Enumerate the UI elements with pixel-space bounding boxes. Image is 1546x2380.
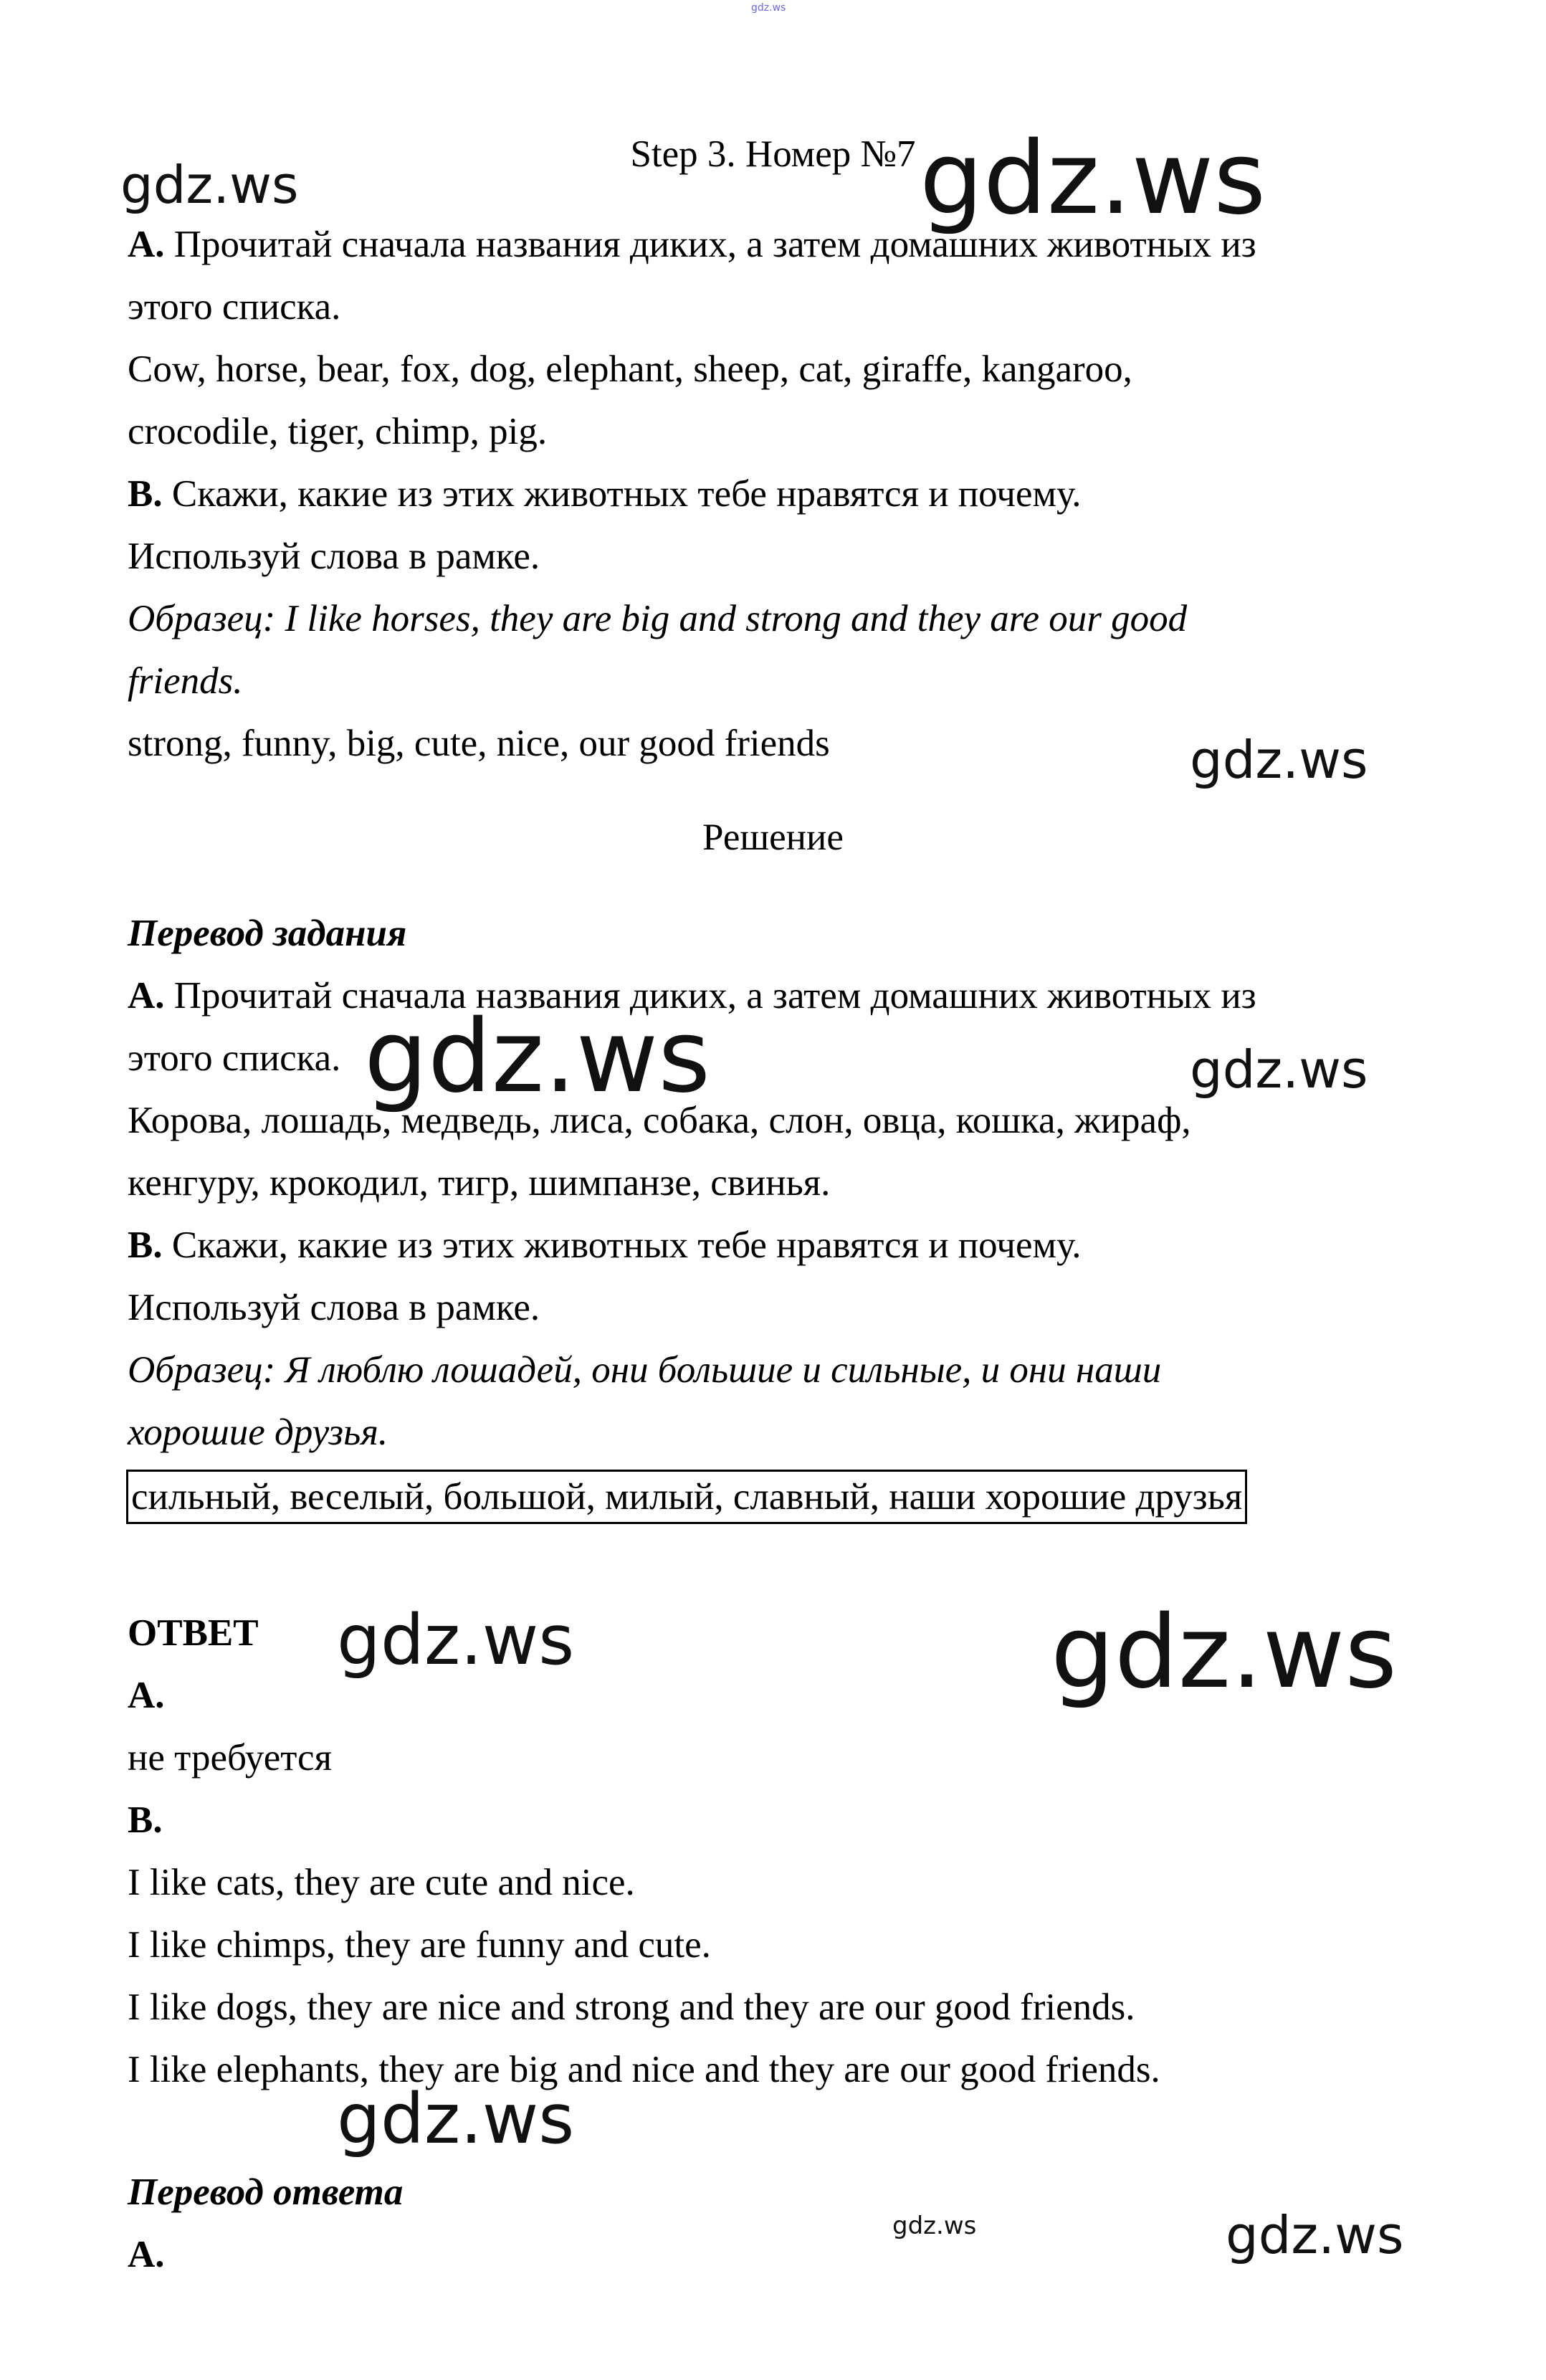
translation-a-line-1	[128, 973, 1256, 1019]
watermark: gdz.ws	[1226, 2205, 1404, 2265]
watermark: gdz.ws	[892, 2212, 977, 2240]
answer-b-label: B.	[128, 1799, 163, 1841]
task-list-line-2: crocodile, tiger, chimp, pig.	[128, 411, 548, 452]
watermark: gdz.ws	[920, 120, 1266, 237]
watermark: gdz.ws	[1051, 1594, 1398, 1711]
watermark-top: gdz.ws	[751, 2, 786, 14]
task-a-label: A.	[128, 224, 165, 265]
task-sample-line-2: friends.	[128, 660, 243, 702]
answer-a-label: A.	[128, 1675, 165, 1716]
answer-b-line: I like chimps, they are funny and cute.	[128, 1924, 711, 1966]
translation-sample-line-1: Образец: Я люблю лошадей, они большие и сильные, и они наши	[128, 1349, 1162, 1391]
translation-list-line-1: Корова, лошадь, медведь, лиса, собака, слон, овца, кошка, жираф,	[128, 1100, 1191, 1141]
task-a-text: Прочитай сначала названия диких, а затем домашних животных из	[164, 224, 1256, 265]
translation-b-text: Скажи, какие из этих животных тебе нравятся и почему.	[162, 1224, 1082, 1266]
answer-translation-a-label: A.	[128, 2234, 165, 2275]
task-b-text: Скажи, какие из этих животных тебе нравятся и почему.	[162, 473, 1082, 515]
answer-b-line: I like dogs, they are nice and strong and they are our good friends.	[128, 1986, 1135, 2028]
watermark: gdz.ws	[1190, 730, 1368, 790]
watermark: gdz.ws	[364, 999, 711, 1115]
watermark: gdz.ws	[1190, 1039, 1368, 1100]
task-a-line-1	[128, 222, 1256, 267]
answer-b-line: I like cats, they are cute and nice.	[128, 1862, 635, 1903]
answer-b-line: I like elephants, they are big and nice and they are our good friends.	[128, 2049, 1160, 2090]
answer-translation-heading: Перевод ответа	[128, 2171, 404, 2213]
translation-heading: Перевод задания	[128, 913, 407, 954]
watermark: gdz.ws	[120, 155, 299, 215]
watermark: gdz.ws	[337, 1600, 575, 1680]
answer-heading: ОТВЕТ	[128, 1612, 259, 1654]
translation-a-line-2: этого списка.	[128, 1037, 341, 1079]
translation-a-label: A.	[128, 975, 165, 1017]
task-b-line-1	[128, 471, 1081, 517]
task-words: strong, funny, big, cute, nice, our good friends	[128, 723, 830, 764]
task-b-label: B.	[128, 473, 163, 515]
translation-b-line-1	[128, 1222, 1081, 1268]
translation-sample-line-2: хорошие друзья.	[128, 1412, 388, 1453]
translation-words-box: сильный, веселый, большой, милый, славный, наши хорошие друзья	[126, 1470, 1247, 1524]
watermark: gdz.ws	[337, 2079, 575, 2159]
translation-list-line-2: кенгуру, крокодил, тигр, шимпанзе, свинья.	[128, 1162, 831, 1204]
translation-b-line-2: Используй слова в рамке.	[128, 1287, 540, 1328]
task-b-line-2: Используй слова в рамке.	[128, 536, 540, 577]
translation-b-label: B.	[128, 1224, 163, 1266]
task-a-line-2: этого списка.	[128, 286, 341, 328]
task-sample-line-1: Образец: I like horses, they are big and strong and they are our good	[128, 598, 1188, 639]
answer-a-text: не требуется	[128, 1737, 332, 1779]
task-list-line-1: Cow, horse, bear, fox, dog, elephant, sheep, cat, giraffe, kangaroo,	[128, 348, 1132, 390]
page-title: Step 3. Номер №7	[630, 133, 916, 175]
translation-a-text: Прочитай сначала названия диких, а затем домашних животных из	[164, 975, 1256, 1017]
solution-heading: Решение	[702, 817, 844, 858]
